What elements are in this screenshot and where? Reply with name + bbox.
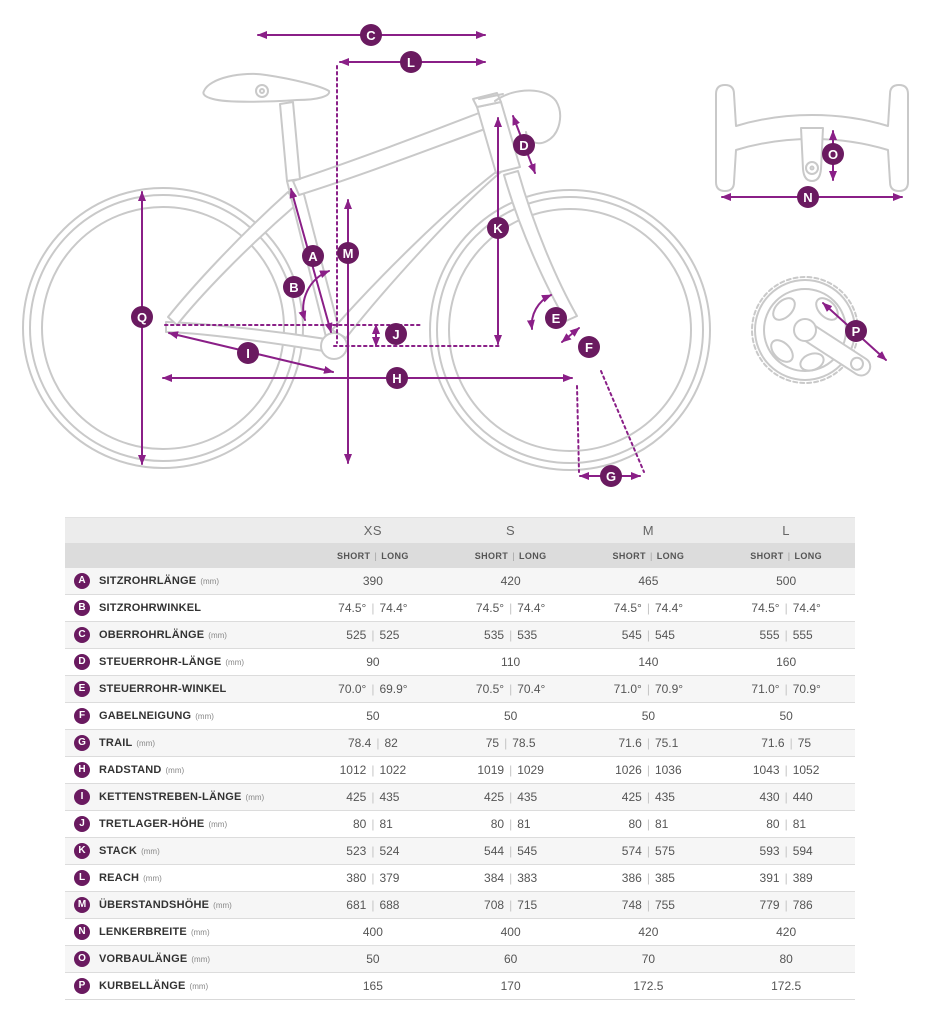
- size-column-header: M: [642, 523, 655, 538]
- row-label-cell: [65, 735, 304, 751]
- row-unit: (mm): [208, 630, 227, 640]
- row-label: STACK: [99, 845, 138, 857]
- geometry-value-cell: 544 | 545: [484, 844, 538, 858]
- table-row-M: [65, 891, 855, 918]
- svg-text:P: P: [851, 324, 861, 339]
- bike-geometry-diagram: [0, 0, 936, 505]
- geometry-value-cell: 165: [362, 979, 383, 993]
- row-unit: (mm): [190, 927, 210, 937]
- row-unit: (mm): [191, 954, 211, 964]
- table-row-I: [65, 783, 855, 810]
- geometry-table: [65, 517, 855, 1000]
- svg-text:F: F: [585, 340, 593, 355]
- row-unit: (mm): [143, 873, 162, 883]
- svg-text:N: N: [803, 190, 813, 205]
- svg-text:J: J: [392, 327, 400, 342]
- row-label: ÜBERSTANDSHÖHE: [99, 899, 210, 911]
- geometry-value-cell: 110: [501, 655, 521, 669]
- geometry-value-cell: 71.6 | 75: [761, 736, 812, 750]
- row-label-cell: [65, 654, 304, 670]
- svg-text:E: E: [551, 311, 561, 326]
- row-unit: (mm): [195, 711, 214, 721]
- geometry-value-cell: 386 | 385: [621, 871, 675, 885]
- geometry-value-cell: 708 | 715: [484, 898, 538, 912]
- geometry-value-cell: 160: [776, 655, 797, 669]
- geometry-value-cell: 523 | 524: [346, 844, 400, 858]
- geometry-value-cell: 74.5° | 74.4°: [475, 601, 546, 615]
- diagram-marker-B: [283, 276, 305, 298]
- row-label: KURBELLÄNGE: [99, 980, 186, 992]
- size-column-header: XS: [363, 523, 383, 538]
- row-letter-badge: P: [74, 978, 90, 994]
- geometry-value-cell: 172.5: [771, 979, 802, 993]
- geometry-value-cell: 425 | 435: [346, 790, 400, 804]
- diagram-marker-M: [337, 242, 359, 264]
- diagram-marker-F: [578, 336, 600, 358]
- svg-text:A: A: [308, 249, 318, 264]
- geometry-value-cell: 390: [362, 574, 383, 588]
- row-label-cell: [65, 789, 304, 805]
- table-row-E: [65, 675, 855, 702]
- table-row-A: [65, 567, 855, 594]
- fit-header-row: [65, 543, 855, 567]
- size-column-header: S: [506, 523, 516, 538]
- row-label: VORBAULÄNGE: [99, 953, 188, 965]
- geometry-value-cell: 50: [641, 709, 656, 723]
- row-label-cell: [65, 924, 304, 940]
- row-letter-badge: H: [74, 762, 90, 778]
- row-label: SITZROHRLÄNGE: [99, 575, 197, 587]
- diagram-marker-P: [845, 320, 867, 342]
- geometry-value-cell: 70: [641, 952, 656, 966]
- table-row-J: [65, 810, 855, 837]
- geometry-value-cell: 50: [366, 952, 380, 966]
- table-row-O: [65, 945, 855, 972]
- geometry-value-cell: 172.5: [633, 979, 664, 993]
- fit-column-header: SHORT | LONG: [612, 550, 685, 561]
- row-unit: (mm): [141, 846, 160, 856]
- geometry-value-cell: 70.5° | 70.4°: [475, 682, 546, 696]
- geometry-value-cell: 748 | 755: [621, 898, 675, 912]
- row-label: SITZROHRWINKEL: [99, 602, 202, 614]
- row-letter-badge: G: [74, 735, 90, 751]
- row-label-cell: [65, 816, 304, 832]
- diagram-marker-C: [360, 24, 382, 46]
- row-label: TRAIL: [99, 737, 133, 749]
- geometry-value-cell: 74.5° | 74.4°: [751, 601, 821, 615]
- table-row-H: [65, 756, 855, 783]
- diagram-marker-D: [513, 134, 535, 156]
- geometry-value-cell: 593 | 594: [759, 844, 813, 858]
- row-label-cell: [65, 681, 304, 697]
- row-unit: (mm): [189, 981, 209, 991]
- geometry-value-cell: 425 | 435: [484, 790, 538, 804]
- geometry-value-cell: 80: [779, 952, 793, 966]
- row-unit: (mm): [225, 657, 245, 667]
- table-row-B: [65, 594, 855, 621]
- geometry-value-cell: 80 | 81: [766, 817, 807, 831]
- row-label-cell: [65, 600, 304, 616]
- row-label: LENKERBREITE: [99, 926, 187, 938]
- diagram-marker-N: [797, 186, 819, 208]
- row-unit: (mm): [136, 738, 156, 748]
- row-letter-badge: B: [74, 600, 90, 616]
- geometry-value-cell: 465: [638, 574, 659, 588]
- geometry-value-cell: 71.0° | 70.9°: [613, 682, 684, 696]
- size-header-row: [65, 518, 855, 543]
- geometry-value-cell: 500: [776, 574, 797, 588]
- handlebar-front-view: [716, 85, 908, 191]
- row-label: KETTENSTREBEN-LÄNGE: [99, 791, 242, 803]
- trail-vertical-line: [577, 386, 579, 472]
- fit-column-header: SHORT | LONG: [750, 550, 823, 561]
- table-row-G: [65, 729, 855, 756]
- diagram-marker-L: [400, 51, 422, 73]
- svg-text:C: C: [366, 28, 376, 43]
- geometry-value-cell: 50: [779, 709, 793, 723]
- row-letter-badge: J: [74, 816, 90, 832]
- geometry-value-cell: 574 | 575: [621, 844, 675, 858]
- diagram-marker-Q: [131, 306, 153, 328]
- row-label: STEUERROHR-WINKEL: [99, 683, 227, 695]
- row-unit: (mm): [200, 576, 219, 586]
- geometry-value-cell: 80 | 81: [490, 817, 531, 831]
- row-label: GABELNEIGUNG: [99, 710, 192, 722]
- geometry-value-cell: 681 | 688: [346, 898, 400, 912]
- row-letter-badge: C: [74, 627, 90, 643]
- diagram-marker-J: [385, 323, 407, 345]
- row-letter-badge: M: [74, 897, 90, 913]
- row-letter-badge: E: [74, 681, 90, 697]
- geometry-value-cell: 779 | 786: [759, 898, 813, 912]
- fit-column-header: SHORT | LONG: [336, 550, 409, 561]
- svg-text:Q: Q: [136, 310, 148, 325]
- svg-text:G: G: [605, 469, 617, 484]
- svg-text:M: M: [342, 246, 354, 261]
- svg-text:K: K: [493, 221, 503, 236]
- diagram-marker-O: [822, 143, 844, 165]
- geometry-value-cell: 70.0° | 69.9°: [338, 682, 408, 696]
- row-letter-badge: L: [74, 870, 90, 886]
- table-row-D: [65, 648, 855, 675]
- geometry-value-cell: 1019 | 1029: [477, 763, 544, 777]
- row-label: REACH: [99, 872, 140, 884]
- row-letter-badge: F: [74, 708, 90, 724]
- row-letter-badge: A: [74, 573, 90, 589]
- svg-text:L: L: [407, 55, 415, 70]
- row-label-cell: [65, 843, 304, 859]
- geometry-value-cell: 71.6 | 75.1: [618, 736, 679, 750]
- geometry-value-cell: 420: [776, 925, 797, 939]
- geometry-value-cell: 425 | 435: [621, 790, 675, 804]
- geometry-value-cell: 545 | 545: [621, 628, 675, 642]
- row-label-cell: [65, 762, 304, 778]
- geometry-value-cell: 420: [500, 574, 521, 588]
- row-letter-badge: D: [74, 654, 90, 670]
- fit-column-header: SHORT | LONG: [474, 550, 547, 561]
- geometry-value-cell: 400: [500, 925, 521, 939]
- geometry-value-cell: 78.4 | 82: [347, 736, 398, 750]
- geometry-value-cell: 74.5° | 74.4°: [338, 601, 408, 615]
- front-wheel: [430, 190, 710, 470]
- geometry-value-cell: 430 | 440: [759, 790, 813, 804]
- geometry-value-cell: 1026 | 1036: [615, 763, 682, 777]
- geometry-value-cell: 525 | 525: [346, 628, 400, 642]
- svg-text:O: O: [827, 147, 839, 162]
- geometry-value-cell: 50: [503, 709, 518, 723]
- geometry-value-cell: 400: [362, 925, 383, 939]
- row-label: TRETLAGER-HÖHE: [99, 818, 205, 830]
- row-unit: (mm): [213, 900, 232, 910]
- geometry-value-cell: 80 | 81: [628, 817, 669, 831]
- table-row-K: [65, 837, 855, 864]
- table-row-C: [65, 621, 855, 648]
- diagram-marker-I: [237, 342, 259, 364]
- geometry-value-cell: 74.5° | 74.4°: [613, 601, 684, 615]
- seatpost-and-saddle: [203, 74, 329, 181]
- row-label-cell: [65, 708, 304, 724]
- geometry-value-cell: 384 | 383: [484, 871, 538, 885]
- geometry-value-cell: 170: [500, 979, 521, 993]
- diagram-marker-G: [600, 465, 622, 487]
- geometry-value-cell: 90: [366, 655, 380, 669]
- diagram-marker-E: [545, 307, 567, 329]
- geometry-value-cell: 391 | 389: [759, 871, 813, 885]
- geometry-value-cell: 80 | 81: [352, 817, 393, 831]
- row-letter-badge: O: [74, 951, 90, 967]
- table-row-P: [65, 972, 855, 999]
- table-row-N: [65, 918, 855, 945]
- geometry-rows: [65, 567, 855, 999]
- row-label-cell: [65, 978, 304, 994]
- row-label-cell: [65, 897, 304, 913]
- geometry-value-cell: 1012 | 1022: [339, 763, 407, 777]
- svg-text:I: I: [246, 346, 250, 361]
- row-unit: (mm): [245, 792, 265, 802]
- table-row-L: [65, 864, 855, 891]
- geometry-value-cell: 535 | 535: [484, 628, 538, 642]
- row-letter-badge: K: [74, 843, 90, 859]
- size-column-header: L: [782, 523, 790, 538]
- geometry-value-cell: 380 | 379: [346, 871, 400, 885]
- diagram-marker-H: [386, 367, 408, 389]
- row-label: STEUERROHR-LÄNGE: [99, 656, 222, 668]
- geometry-value-cell: 75 | 78.5: [485, 736, 536, 750]
- svg-text:D: D: [519, 138, 529, 153]
- geometry-value-cell: 140: [638, 655, 659, 669]
- table-row-F: [65, 702, 855, 729]
- row-letter-badge: N: [74, 924, 90, 940]
- geometry-value-cell: 1043 | 1052: [752, 763, 820, 777]
- row-label-cell: [65, 573, 304, 589]
- geometry-value-cell: 60: [503, 952, 518, 966]
- row-label-cell: [65, 627, 304, 643]
- row-label-cell: [65, 870, 304, 886]
- dim-F-fork-offset: [562, 328, 579, 342]
- geometry-value-cell: 71.0° | 70.9°: [751, 682, 821, 696]
- row-label: OBERROHRLÄNGE: [99, 629, 205, 641]
- bike-frame: [166, 102, 520, 359]
- geometry-value-cell: 50: [366, 709, 380, 723]
- geometry-value-cell: 555 | 555: [759, 628, 813, 642]
- row-label: RADSTAND: [99, 764, 162, 776]
- row-unit: (mm): [208, 819, 228, 829]
- diagram-marker-K: [487, 217, 509, 239]
- geometry-value-cell: 420: [638, 925, 659, 939]
- svg-text:B: B: [289, 280, 299, 295]
- diagram-marker-A: [302, 245, 324, 267]
- row-unit: (mm): [165, 765, 185, 775]
- svg-text:H: H: [392, 371, 402, 386]
- row-letter-badge: I: [74, 789, 90, 805]
- row-label-cell: [65, 951, 304, 967]
